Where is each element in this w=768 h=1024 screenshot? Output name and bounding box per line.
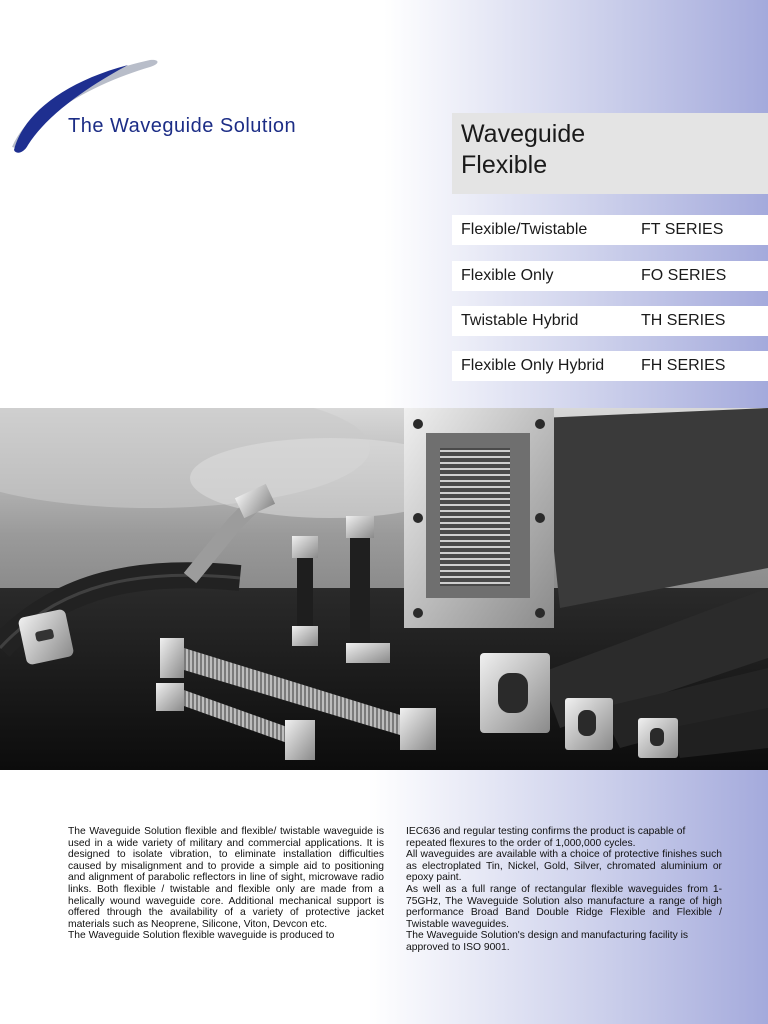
series-name: Flexible Only Hybrid [461,357,605,374]
series-row [452,351,768,381]
series-code: FH SERIES [641,357,726,374]
logo-text: The Waveguide Solution [68,115,297,137]
body-paragraph: IEC636 and regular testing confirms the product is capable of repeated flexures to the order of 1,000,000 cycles. [406,826,686,849]
series-code: FT SERIES [641,221,724,238]
waveguide-product-photo [0,408,768,770]
body-column-right [406,826,722,954]
series-row [452,306,768,336]
body-paragraph: The Waveguide Solution's design and manufacturing facility is approved to ISO 9001. [406,930,689,953]
body-paragraph: The Waveguide Solution flexible and flexible/ twistable waveguide is used in a wide variety of military and commercial applications. It is designed to isolate vibration, to eliminate installation difficulties caused by misalignment and to provide a simple aid to positioning and alignment of parabolic reflectors in line of sight, microwave radio links. Both flexible / twistable and flexible only are made from a helically wound waveguide core. Additional mechanical support is offered through the availability of a variety of protective jacket materials such as Neoprene, Silicone, Viton, Devcon etc. [68,826,384,930]
photo-illustration [0,408,768,770]
company-logo [10,55,362,155]
series-code: TH SERIES [641,312,726,329]
body-column-left [68,826,384,942]
swoosh-icon [10,55,170,155]
body-paragraph: All waveguides are available with a choice of protective finishes such as electroplated Tin, Nickel, Gold, Silver, chromated aluminium or epoxy paint. [406,849,722,884]
title-line-2: Flexible [461,151,548,179]
series-name: Twistable Hybrid [461,312,579,329]
series-row [452,215,768,245]
product-title [461,119,585,181]
title-line-1: Waveguide [461,120,586,148]
series-code: FO SERIES [641,267,727,284]
series-name: Flexible Only [461,267,554,284]
body-paragraph: As well as a full range of rectangular flexible waveguides from 1-75GHz, The Waveguide Solution also manufacture a range of high performance Broad Band Double Ridge Flexible and Flexible / Twistable waveguides. [406,883,722,930]
body-paragraph: The Waveguide Solution flexible waveguide is produced to [68,930,335,942]
series-row [452,261,768,291]
series-name: Flexible/Twistable [461,221,588,238]
product-title-panel [452,113,768,194]
